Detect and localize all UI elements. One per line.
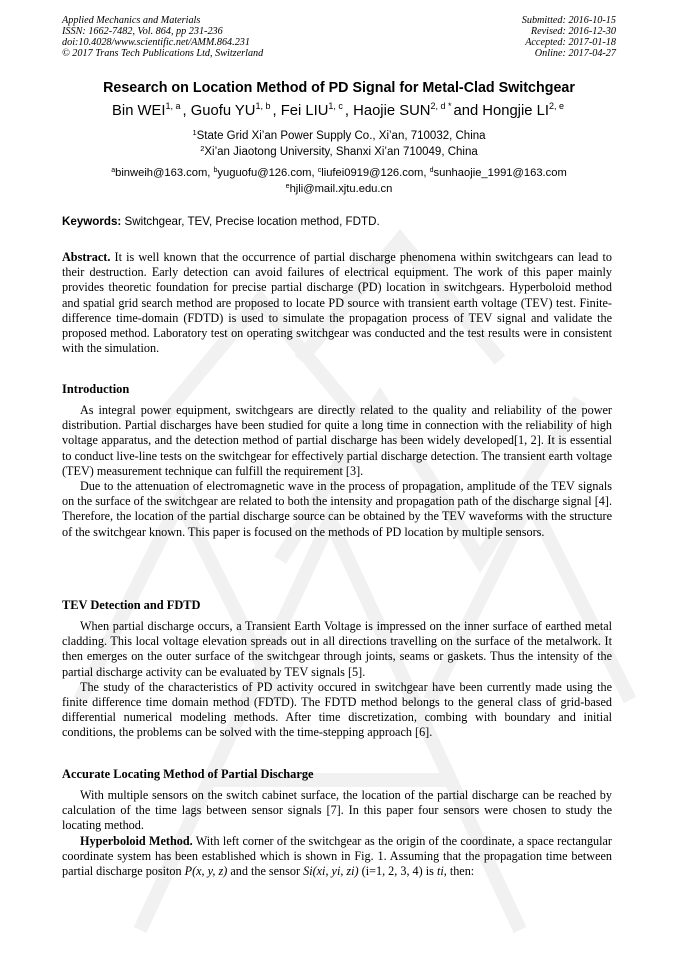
- journal-doi[interactable]: doi:10.4028/www.scientific.net/AMM.864.231: [62, 37, 250, 48]
- author-superscript: 1, a: [165, 101, 181, 111]
- is-word: is: [425, 864, 434, 879]
- affiliation-2: [20, 146, 658, 158]
- keywords-label: Keywords:: [62, 215, 122, 228]
- section-introduction: [62, 403, 612, 540]
- author-name: Haojie SUN: [353, 103, 431, 119]
- author-name: Fei LIU: [280, 103, 329, 119]
- paper-title: Research on Location Method of PD Signal for Metal-Clad Switchgear: [103, 80, 575, 96]
- email-superscript: a: [111, 167, 116, 174]
- hyperboloid-text: With left corner of the switchgear as the origin of the coordinate, a space rectangular coordinate system has been established which is shown in Fig. 1. Assuming that the propagation time between partial discharge positon: [62, 833, 612, 879]
- affiliation-text: Xi’an Jiaotong University, Shanxi Xi’an 710049, China: [204, 146, 478, 158]
- hyperboloid-paragraph: [62, 834, 612, 880]
- email-link[interactable]: yuguofu@126.com,: [217, 167, 315, 179]
- author-name: Hongjie LI: [482, 103, 549, 119]
- journal-copyright: © 2017 Trans Tech Publications Ltd, Switzerland: [62, 48, 264, 59]
- affiliation-superscript: 1: [192, 128, 197, 137]
- abstract: [62, 250, 612, 356]
- email-link[interactable]: binweih@163.com,: [115, 167, 211, 179]
- author-and: and: [453, 103, 483, 119]
- affiliation-text: State Grid Xi’an Power Supply Co., Xi’an, 710032, China: [196, 130, 486, 142]
- email-link[interactable]: liufei0919@126.com,: [321, 167, 427, 179]
- paragraph: As integral power equipment, switchgears are directly related to the quality and reliability of the power distribution. Partial discharges have been studied for quite a long time in connection with the reliability of high voltage apparatus, and the detection method of partial discharge has been widely developed[1, 2]. It is essential to conduct live-line tests on the switchgear for effectively partial discharge detection. The transient earth voltage (TEV) measurement technique can fulfill the requirement [3].: [62, 403, 612, 478]
- section-tev: [62, 619, 612, 741]
- author-superscript: 2, d *: [430, 101, 452, 111]
- journal-issn: ISSN: 1662-7482, Vol. 864, pp 231-236: [62, 26, 223, 37]
- author-separator: ,: [182, 103, 191, 119]
- email-line: [20, 181, 658, 197]
- author-emails: [20, 165, 658, 197]
- affiliation-1: [20, 130, 658, 142]
- sensor-si: Si(xi, yi, zi): [303, 864, 359, 879]
- then-text: , then:: [443, 864, 475, 879]
- email-superscript: b: [213, 167, 218, 174]
- email-link[interactable]: hjli@mail.xjtu.edu.cn: [289, 183, 393, 195]
- author-name: Bin WEI: [112, 103, 166, 119]
- paragraph: The study of the characteristics of PD activity occured in switchgear have been currently made using the finite difference time domain method (FDTD). The FDTD method belongs to the general class of grid-based differential numerical modeling methods. After time discretization, combing with boundary and initial conditions, the problems can be solved with the time-stepping approach [6].: [62, 679, 612, 740]
- point-p: P(x, y, z): [184, 864, 228, 879]
- paragraph: Due to the attenuation of electromagnetic wave in the process of propagation, amplitude of the TEV signals on the surface of the switchgear are related to both the intensity and propagation path of the discharge signal [4]. Therefore, the location of the partial discharge source can be obtained by the TEV waveforms with the structure of the switchgear known. This paper is focused on the methods of PD location by multiple sensors.: [62, 479, 612, 539]
- and-the-sensor: and the sensor: [230, 864, 301, 879]
- journal-info: [62, 15, 263, 59]
- abstract-paragraph: [62, 250, 612, 356]
- email-superscript: c: [317, 167, 322, 174]
- affiliation-superscript: 2: [200, 144, 205, 153]
- date-online: Online: 2017-04-27: [534, 48, 616, 59]
- email-superscript: d: [429, 167, 434, 174]
- journal-header: [62, 15, 616, 65]
- time-ti: ti: [436, 864, 444, 879]
- author-name: Guofu YU: [190, 103, 256, 119]
- author-separator: ,: [272, 103, 281, 119]
- email-link[interactable]: sunhaojie_1991@163.com: [433, 167, 567, 179]
- section-heading-tev: TEV Detection and FDTD: [62, 598, 201, 612]
- email-line: [20, 165, 658, 181]
- section-heading-accurate-locating: Accurate Locating Method of Partial Discharge: [62, 767, 314, 781]
- publication-dates: [522, 15, 616, 59]
- abstract-label: Abstract.: [62, 250, 111, 264]
- paragraph: When partial discharge occurs, a Transient Earth Voltage is impressed on the inner surface of earthed metal cladding. This local voltage elevation spreads out in all directions travelling on the surface of the metalwork. It then emerges on the outer surface of the switchgear through joints, seams or gaskets. Thus the intensity of the partial discharge activity can be evaluated by TEV signals [5].: [62, 619, 612, 679]
- author-list: [20, 103, 658, 119]
- author-separator: ,: [344, 103, 354, 119]
- date-accepted: Accepted: 2017-01-18: [525, 37, 616, 48]
- email-superscript: e: [285, 183, 290, 190]
- abstract-text: It is well known that the occurrence of partial discharge phenomena within switchgears can lead to their destruction. Early detection can avoid failures of electrical equipment. The work of this paper mainly provides theoretic foundation for precise partial discharge (PD) location in switchgears. Hyperboloid method and spatial grid search method are proposed to locate PD source with transient earth voltage (TEV) test. Finite-difference time-domain (FDTD) is used to simulate the propagation process of TEV signal and validate the proposed method. Laboratory test on operating switchgear was conducted and the test results were in consistent with the simulation.: [62, 250, 612, 356]
- author-superscript: 1, c: [328, 101, 343, 111]
- section-accurate-locating: [62, 788, 612, 879]
- journal-name: Applied Mechanics and Materials: [62, 15, 201, 26]
- date-revised: Revised: 2016-12-30: [530, 26, 616, 37]
- keywords-text: Switchgear, TEV, Precise location method, FDTD.: [124, 215, 380, 228]
- paragraph: With multiple sensors on the switch cabinet surface, the location of the partial discharge can be reached by calculation of the time lags between sensor signals [7]. In this paper four sensors were chosen to study the locating method.: [62, 788, 612, 833]
- section-heading-introduction: Introduction: [62, 382, 130, 396]
- author-superscript: 2, e: [548, 101, 564, 111]
- sensor-index: (i=1, 2, 3, 4): [361, 864, 423, 879]
- hyperboloid-label: Hyperboloid Method.: [80, 833, 193, 848]
- author-superscript: 1, b: [255, 101, 271, 111]
- keywords: [62, 215, 616, 228]
- date-submitted: Submitted: 2016-10-15: [521, 15, 616, 26]
